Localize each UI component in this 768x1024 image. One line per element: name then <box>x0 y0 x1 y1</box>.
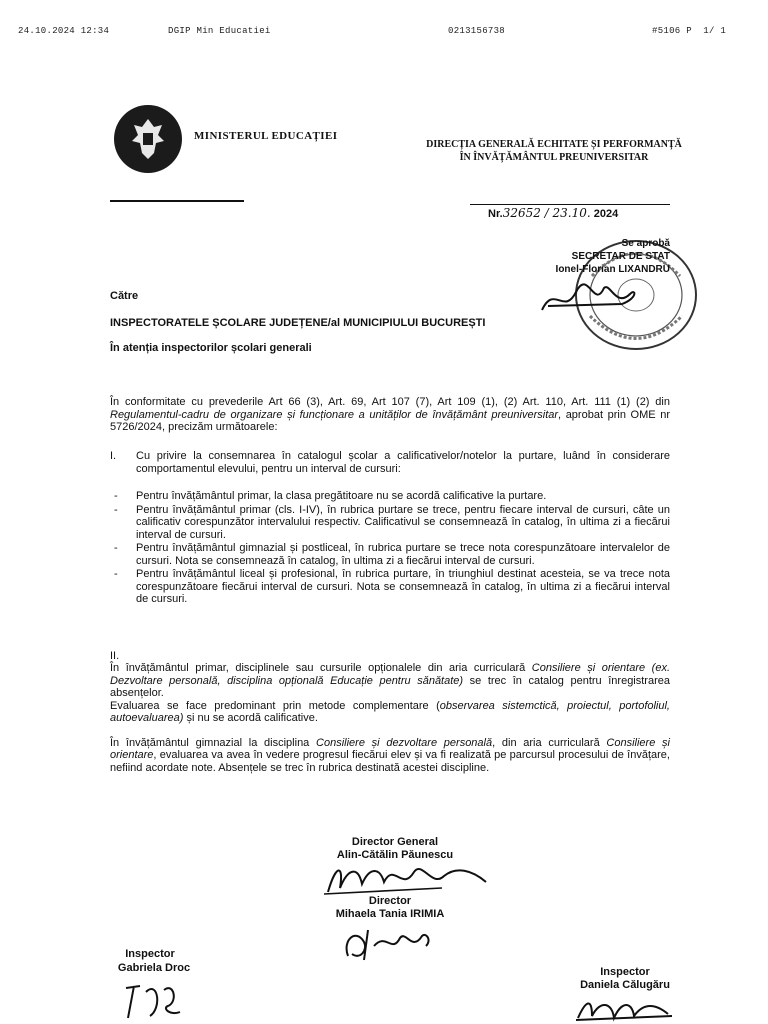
inspector-1-name: Gabriela Droc <box>117 962 191 974</box>
fax-sender: DGIP Min Educatiei <box>168 26 271 36</box>
fax-datetime: 24.10.2024 12:34 <box>18 26 110 36</box>
s2-p3-text-1: În învățământul gimnazial la disciplina <box>110 736 317 749</box>
section-1-bullets <box>110 490 670 607</box>
approval-signature-icon <box>534 280 644 318</box>
section-2-paragraph-3 <box>110 737 670 775</box>
fax-phone: 0213156738 <box>448 26 506 36</box>
section-2-paragraph-2 <box>110 700 670 725</box>
list-item: - Pentru învățământul liceal și profesional, în rubrica purtare, în triunghiul destinat acesteia, se va trece nota corespunzătoare fiecărui interval de cursuri. Nota se consemnează în catalog, în ultima zi a fiecărui interval de cursuri. <box>110 568 670 606</box>
inspector-1-signature-icon <box>118 978 188 1022</box>
letterhead-divider <box>110 200 244 202</box>
recipient: INSPECTORATELE ȘCOLARE JUDEȚENE/al MUNICIPIULUI BUCUREȘTI <box>110 317 486 329</box>
approval-block <box>500 237 670 276</box>
s2-p2-text-1: Evaluarea se face predominant prin metode complementare ( <box>110 699 440 712</box>
coat-of-arms-icon <box>114 105 182 173</box>
section-1-intro <box>110 450 670 475</box>
ministry-name: MINISTERUL EDUCAȚIEI <box>194 130 338 142</box>
director-general-title: Director General <box>351 836 439 848</box>
reference-prefix: Nr. <box>488 208 503 220</box>
s2-p1-italic: Consiliere și orientare (ex. Dezvoltare personală, disciplina opțională Educație pentru sănătate) <box>110 662 670 687</box>
directorate-name <box>420 138 688 164</box>
regulation-title: Regulamentul-cadru de organizare și funcționare a unităților de învățământ preuniversitar <box>110 408 559 421</box>
directorate-line-1: DIRECȚIA GENERALĂ ECHITATE ȘI PERFORMANȚĂ <box>426 139 682 150</box>
s2-p3-text-3: , evaluarea va avea în vedere progresul fiecărui elev și va fi realizată pe parcursul procesului de învățare, nefiind acordate note. Absențele se trec în rubrica destinată acestei discipline. <box>110 749 670 774</box>
inspector-2-name: Daniela Călugăru <box>580 979 670 991</box>
s2-p3-italic-2: Consiliere și orientare <box>110 736 670 761</box>
list-item: - Pentru învățământul primar, la clasa pregătitoare nu se acordă calificative la purtare. <box>110 490 670 503</box>
director-general-name: Alin-Cătălin Păunescu <box>336 849 454 861</box>
intro-paragraph <box>110 396 670 434</box>
s2-p3-text-2: , din aria curriculară <box>492 736 607 749</box>
to-label: Către <box>110 290 139 302</box>
reference-year: 2024 <box>590 208 619 220</box>
section-1-text: Cu privire la consemnarea în catalogul școlar a calificativelor/notelor la purtare, luând în considerare comportamentul elevului, pentru un interval de cursuri: <box>136 450 670 475</box>
list-item: - Pentru învățământul gimnazial și postliceal, în rubrica purtare se trece nota corespunzătoare intervalelor de cursuri. Nota se consemnează în catalog, în ultima zi a fiecărui interval de cursuri. <box>110 542 670 567</box>
inspector-1-title: Inspector <box>125 948 175 960</box>
section-2 <box>110 662 670 774</box>
intro-text-2: , aprobat prin OME nr 5726/2024, precizăm următoarele: <box>110 408 670 433</box>
director-name: Mihaela Tania IRIMIA <box>335 908 445 920</box>
s2-p1-text-1: În învățământul primar, disciplinele sau cursurile opționalele din aria curriculară <box>110 662 532 674</box>
director-general-signature-icon <box>322 858 492 900</box>
section-1-number: I. <box>110 450 117 462</box>
reference-handwritten: 32652 / 23.10. <box>502 206 591 220</box>
s2-p1-text-2: se trec în catalog pentru înregistrarea absențelor. <box>110 674 670 699</box>
list-item: - Pentru învățământul primar (cls. I-IV), în rubrica purtare se trece, pentru fiecare interval de cursuri, câte un calificativ corespunzător intervalului respectiv. Calificativul se consemnează în catalog, în ultima zi a fiecărui interval de cursuri. <box>110 504 670 542</box>
intro-text-1: În conformitate cu prevederile Art 66 (3), Art. 69, Art 107 (7), Art 109 (1), (2) Art. 110, Art. 111 (1) (2) din <box>110 396 670 408</box>
fax-page-info: #5106 P 1/ 1 <box>652 26 727 36</box>
approval-line-2: SECRETAR DE STAT <box>571 251 670 262</box>
reference-number <box>488 206 618 220</box>
inspector-2-title: Inspector <box>600 966 650 978</box>
s2-p3-italic-1: Consiliere și dezvoltare personală <box>316 736 493 749</box>
directorate-line-2: ÎN ÎNVĂȚĂMÂNTUL PREUNIVERSITAR <box>459 152 649 163</box>
section-2-paragraph-1 <box>110 662 670 700</box>
s2-p2-italic: observarea sistemctică, proiectul, portofoliul, autoevaluarea) <box>110 699 670 724</box>
section-2-number: II. <box>110 650 120 662</box>
director-signature-icon <box>338 924 438 964</box>
attention-line: În atenția inspectorilor școlari generali <box>110 342 312 354</box>
director-title: Director <box>368 895 412 907</box>
inspector-2-signature-icon <box>572 994 682 1024</box>
approval-line-3: Ionel-Florian LIXANDRU <box>555 264 670 275</box>
approval-line-1: Se aprobă <box>621 238 670 249</box>
reference-rule <box>470 204 670 205</box>
s2-p2-text-2: și nu se acordă calificative. <box>183 712 318 724</box>
